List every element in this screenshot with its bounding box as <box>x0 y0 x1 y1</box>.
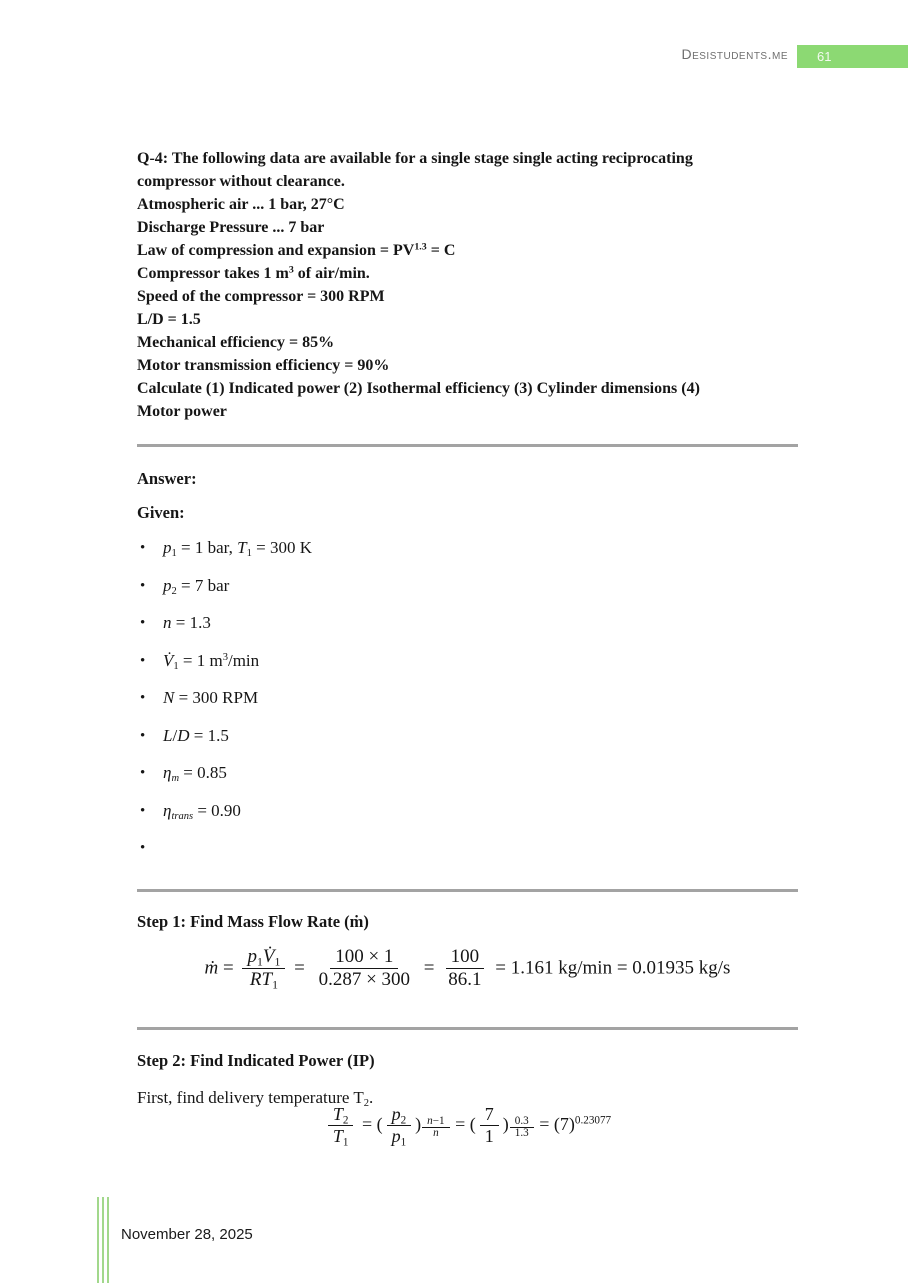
question-line: Law of compression and expansion = $PV^{1.3} = C$ <box>137 241 456 259</box>
given-bullet-item: • N = 300 RPM <box>137 686 798 724</box>
page-number-badge <box>797 45 908 68</box>
temperature-ratio-equation: $\frac{T_2}{T_1}$ = ( $\frac{p_2}{p_1}$ ) $^{\frac{n-1}{n}}$ = ( $\frac{7}{1}$ ) $^{\frac{0.3}{1.3}}$ = $(7)^{0.23077}$ <box>137 1104 798 1147</box>
question-line: compressor without clearance. <box>137 173 345 190</box>
answer-heading: Answer: <box>137 469 197 488</box>
question-line: Discharge Pressure ... 7 bar <box>137 219 325 236</box>
given-bullet-item <box>137 836 798 874</box>
section-divider <box>137 889 798 892</box>
given-bullet-item: • $p_2 = 7$ bar <box>137 574 798 612</box>
question-block <box>137 147 807 423</box>
footer-accent-line <box>97 1197 99 1283</box>
step1-heading: Step 1: Find Mass Flow Rate (ṁ) <box>137 912 369 931</box>
site-name-watermark: Desistudents.me <box>681 46 788 62</box>
mass-flow-equation: ṁ = $\frac{p_1V̇_1}{RT_1}$ = $\frac{100 \times 1}{0.287 \times 300}$ = $\frac{100}{86.1}$ = 1.161 kg/min = 0.01935 kg/s <box>204 946 731 992</box>
question-line: Calculate (1) Indicated power (2) Isothermal efficiency (3) Cylinder dimensions (4) <box>137 380 700 397</box>
footer-accent-line <box>102 1197 104 1283</box>
section-divider <box>137 444 798 447</box>
given-heading: Given: <box>137 503 185 522</box>
page-number: 61 <box>817 49 832 64</box>
given-bullet-item: • $V̇_1 = 1$ $m^3/\min$ <box>137 649 798 687</box>
question-line: Q-4: The following data are available for a single stage single acting reciprocating <box>137 150 693 167</box>
footer-accent-line <box>107 1197 109 1283</box>
question-line: Speed of the compressor = 300 RPM <box>137 288 385 305</box>
question-line: Compressor takes 1 $m^3$ of air/min. <box>137 264 370 282</box>
question-line: Atmospheric air ... 1 bar, 27°C <box>137 196 345 213</box>
given-bullet-item: • $\eta_m = 0.85$ <box>137 761 798 799</box>
given-bullet-item: • n = 1.3 <box>137 611 798 649</box>
given-bullet-item: • $\eta_{trans} = 0.90$ <box>137 799 798 837</box>
question-line: Motor power <box>137 403 227 420</box>
footer-accent-lines <box>97 1197 112 1283</box>
section-divider <box>137 1027 798 1030</box>
question-line: Motor transmission efficiency = 90% <box>137 357 390 374</box>
given-list <box>137 536 798 874</box>
footer-date: November 28, 2025 <box>121 1226 253 1243</box>
question-line: Mechanical efficiency = 85% <box>137 334 335 351</box>
given-bullet-item: • L/D = 1.5 <box>137 724 798 762</box>
step2-intro-text: First, find delivery temperature $T_2$. <box>137 1088 374 1110</box>
question-line: L/D = 1.5 <box>137 311 201 328</box>
given-bullet-item: • $p_1 = 1$ bar, $T_1 = 300$ K <box>137 536 798 574</box>
step2-heading: Step 2: Find Indicated Power (IP) <box>137 1051 375 1070</box>
